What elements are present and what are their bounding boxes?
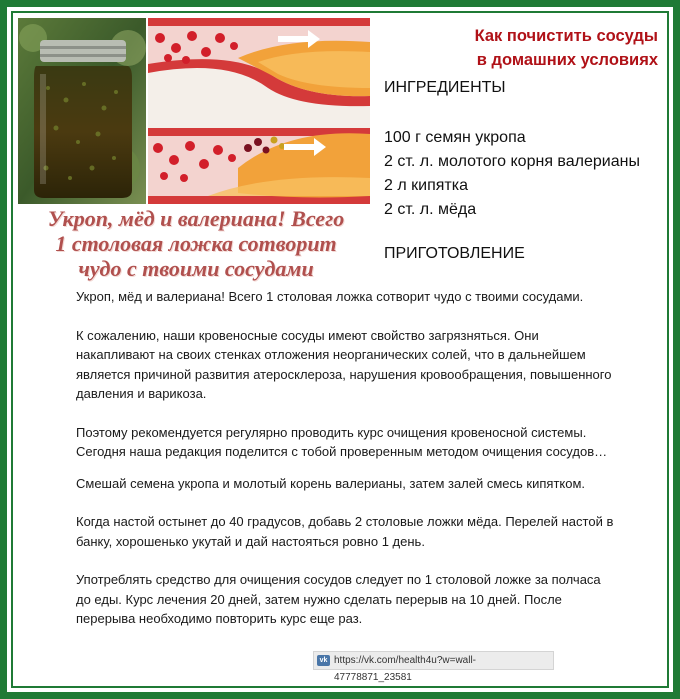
- source-url[interactable]: https://vk.com/health4u?w=wall-47778871_23581: [334, 655, 477, 683]
- ingredient-item: 2 ст. л. мёда: [384, 201, 477, 218]
- ingredient-item: 2 ст. л. молотого корня валерианы: [384, 153, 640, 170]
- vk-icon: vk: [317, 655, 330, 666]
- paragraph: Употреблять средство для очищения сосудов следует по 1 столовой ложке за полчаса до еды. Курс лечения 20 дней, затем нужно сделать перерыв на 10 дней. После перерыва необходимо повторить курс еще раз.: [76, 572, 601, 626]
- paragraph: Смешай семена укропа и молотый корень валерианы, затем залей смесь кипятком.: [76, 475, 586, 491]
- jar-photo: [18, 18, 146, 204]
- ingredient-item: 2 л кипятка: [384, 177, 468, 194]
- title-line-1: Как почистить сосуды: [474, 27, 658, 45]
- preparation-heading: ПРИГОТОВЛЕНИЕ: [384, 245, 525, 262]
- paragraph: Укроп, мёд и валериана! Всего 1 столовая ложка сотворит чудо с твоими сосудами.: [76, 289, 584, 304]
- article-body: [76, 287, 616, 629]
- ingredient-item: 100 г семян укропа: [384, 129, 526, 146]
- blood-vessel-illustration: [148, 18, 370, 204]
- source-link[interactable]: [313, 651, 554, 683]
- page-title: [475, 24, 658, 72]
- tagline-line-2: 1 столовая ложка сотворит: [55, 231, 337, 256]
- paragraph: Когда настой остынет до 40 градусов, добавь 2 столовые ложки мёда. Перелей настой в банку, хорошенько укутай и дай настояться ровно 1 день.: [76, 514, 614, 549]
- tagline-line-1: Укроп, мёд и валериана! Всего: [47, 206, 345, 231]
- tagline-line-3: чудо с твоими сосудами: [78, 256, 314, 281]
- paragraph: К сожалению, наши кровеносные сосуды имеют свойство загрязняться. Они накапливают на своих стенках отложения неорганических солей, что в дальнейшем является причиной развития атеросклероза, нарушения кровообращения, повышенного давления и варикоза.: [76, 327, 612, 401]
- ingredients-heading: ИНГРЕДИЕНТЫ: [384, 79, 506, 96]
- title-line-2: в домашних условиях: [476, 51, 658, 69]
- tagline: [18, 206, 374, 281]
- ingredients-list: [384, 126, 640, 222]
- paragraph: Поэтому рекомендуется регулярно проводить курс очищения кровеносной системы. Сегодня наша редакция поделится с тобой проверенным методом очищения сосудов…: [76, 424, 608, 459]
